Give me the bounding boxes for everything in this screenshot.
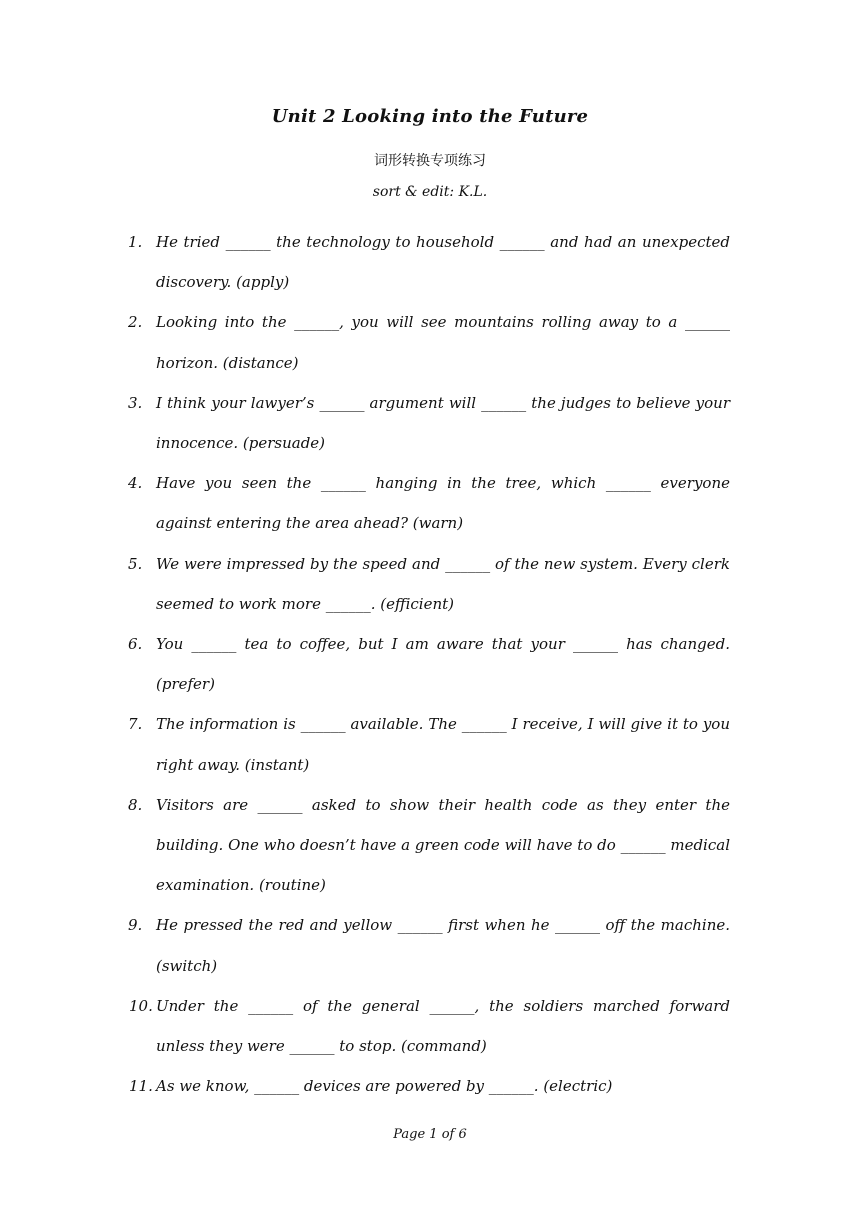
exercise-number: 5. — [128, 554, 143, 573]
exercise-text: As we know, ______ devices are powered by ______. (electric) — [156, 1077, 613, 1096]
exercise-item-1 — [128, 222, 730, 302]
exercise-text: I think your lawyer’s ______ argument will ______ the judges to believe your innocence. (persuade) — [156, 393, 730, 453]
exercise-item-10 — [129, 986, 730, 1066]
exercise-number: 4. — [128, 474, 143, 493]
document-title: Unit 2 Looking into the Future — [271, 106, 589, 127]
exercise-item-8 — [128, 785, 730, 906]
editor-credit: sort & edit: K.L. — [372, 184, 488, 200]
exercise-number: 10. — [129, 996, 153, 1015]
exercise-number: 3. — [128, 393, 143, 412]
exercise-number: 9. — [128, 916, 143, 935]
exercise-text: Looking into the ______, you will see mountains rolling away to a ______ horizon. (distance) — [156, 313, 730, 372]
exercise-number: 1. — [128, 233, 143, 251]
exercise-item-4 — [128, 463, 730, 543]
exercise-item-11 — [129, 1066, 730, 1106]
exercise-item-6 — [128, 624, 730, 704]
exercise-number: 6. — [128, 635, 143, 654]
page-number: Page 1 of 6 — [393, 1127, 467, 1142]
exercise-number: 2. — [128, 313, 143, 332]
exercise-item-7 — [128, 704, 730, 784]
exercise-number: 7. — [128, 715, 143, 734]
exercise-list — [0, 222, 860, 1106]
exercise-number: 8. — [128, 795, 143, 814]
document-subtitle: 词形转换专项练习 — [374, 153, 486, 169]
exercise-text: He pressed the red and yellow ______ first when he ______ off the machine. (switch) — [156, 916, 730, 975]
exercise-item-2 — [128, 302, 730, 382]
exercise-item-5 — [128, 544, 730, 624]
exercise-text: We were impressed by the speed and ______ of the new system. Every clerk seemed to work more ______. (efficient) — [156, 554, 730, 613]
exercise-number: 11. — [129, 1077, 153, 1096]
exercise-text: You ______ tea to coffee, but I am aware that your ______ has changed. (prefer) — [156, 635, 730, 694]
exercise-item-3 — [128, 383, 730, 463]
exercise-item-9 — [128, 905, 730, 985]
exercise-text: The information is ______ available. The ______ I receive, I will give it to you right away. (instant) — [156, 715, 730, 774]
exercise-text: Visitors are ______ asked to show their health code as they enter the building. One who doesn’t have a green code will have to do ______ medical examination. (routine) — [156, 795, 730, 895]
exercise-text: Have you seen the ______ hanging in the tree, which ______ everyone against entering the area ahead? (warn) — [156, 474, 730, 533]
exercise-text: Under the ______ of the general ______, the soldiers marched forward unless they were ______ to stop. (command) — [156, 996, 730, 1056]
exercise-text: He tried ______ the technology to household ______ and had an unexpected discovery. (apply) — [156, 233, 730, 292]
